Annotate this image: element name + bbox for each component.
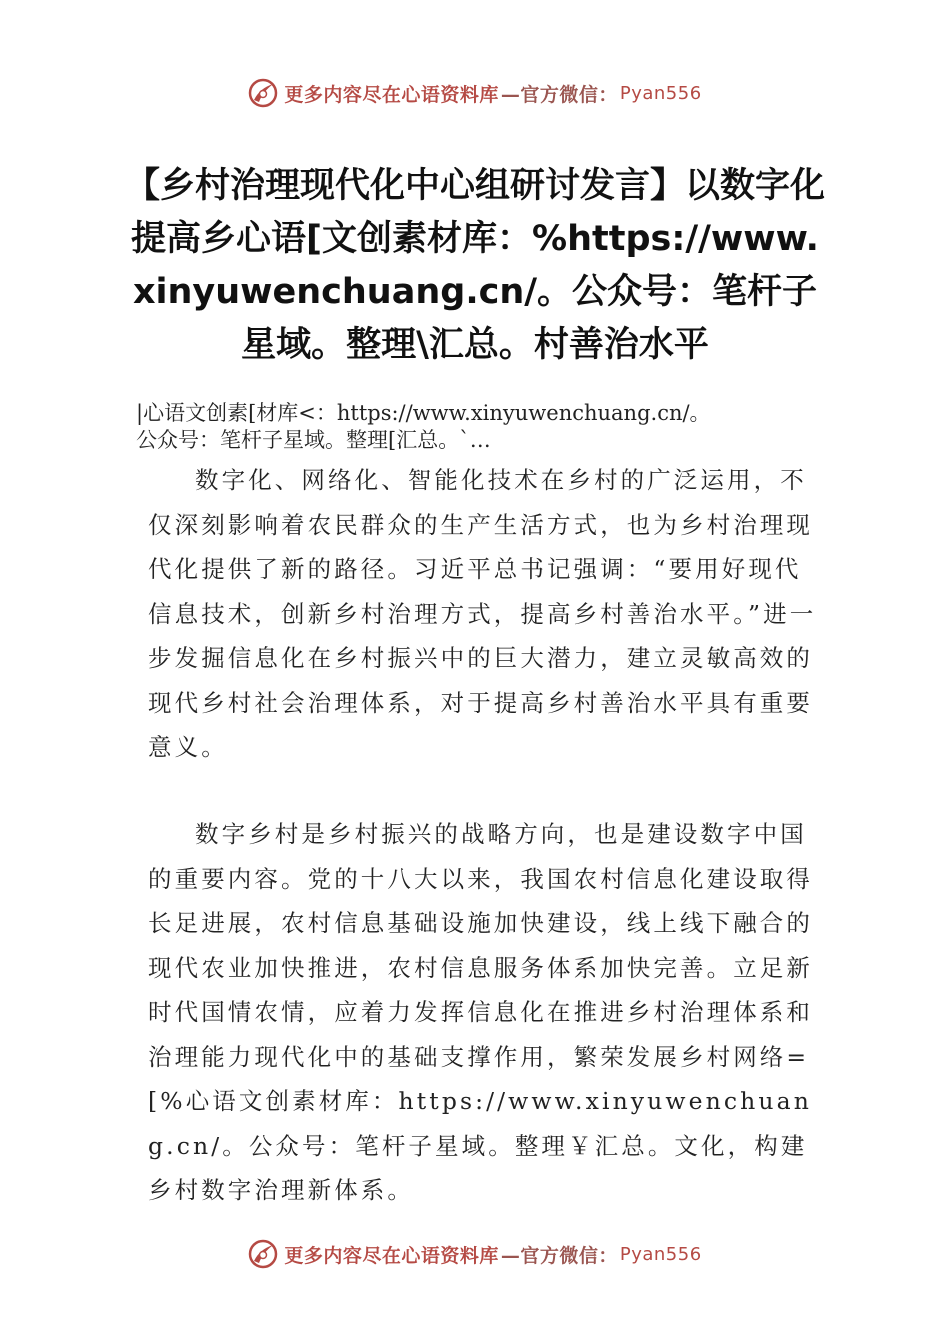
caption-line: |心语文创素[材库<：https://www.xinyuwenchuang.cn/。	[136, 401, 711, 425]
banner-wechat-label: —官方微信：	[500, 83, 618, 106]
body-paragraph: 数字乡村是乡村振兴的战略方向，也是建设数字中国的重要内容。党的十八大以来，我国农村信息化建设取得长足进展，农村信息基础设施加快建设，线上线下融合的现代农业加快推进，农村信息服务体系加快完善。立足新时代国情农情，应着力发挥信息化在推进乡村治理体系和治理能力现代化中的基础支撑作用，繁荣发展乡村网络=[%心语文创素材库：https://www.xinyuwenchuang.cn/。公众号：笔杆子星域。整理￥汇总。文化，构建乡村数字治理新体系。	[148, 820, 813, 1204]
body-paragraph: 数字化、网络化、智能化技术在乡村的广泛运用，不仅深刻影响着农民群众的生产生活方式，也为乡村治理现代化提供了新的路径。习近平总书记强调：“要用好现代信息技术，创新乡村治理方式，提高乡村善治水平。”进一步发掘信息化在乡村振兴中的巨大潜力，建立灵敏高效的现代乡村社会治理体系，对于提高乡村善治水平具有重要意义。	[148, 466, 817, 761]
document-title: 【乡村治理现代化中心组研讨发言】以数字化提高乡心语[文创素材库：%https://www.xinyuwenchuang.cn/。公众号：笔杆子星域。整理\汇总。村善治水平	[124, 166, 825, 365]
footer-banner	[0, 1234, 950, 1274]
source-caption	[136, 400, 836, 454]
banner-text: 更多内容尽在心语资料库	[284, 1244, 499, 1267]
banner-wechat-label: —官方微信：	[500, 1244, 618, 1267]
brand-logo-icon	[248, 78, 278, 108]
brand-logo-icon	[248, 1239, 278, 1269]
banner-text: 更多内容尽在心语资料库	[284, 83, 499, 106]
caption-line: 公众号：笔杆子星域。整理[汇总。`…	[136, 428, 491, 452]
header-banner	[0, 73, 950, 113]
banner-wechat-id: Pyan556	[619, 82, 702, 104]
banner-wechat-id: Pyan556	[619, 1243, 702, 1265]
